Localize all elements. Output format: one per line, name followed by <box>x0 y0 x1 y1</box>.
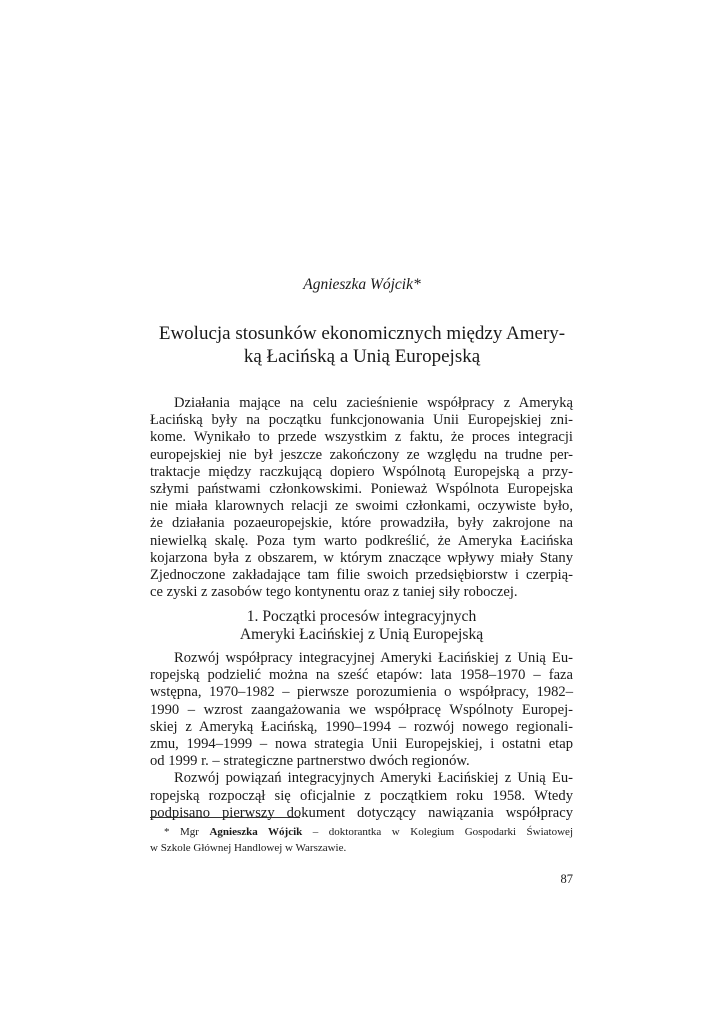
footnote-line: w Szkole Głównej Handlowej w Warszawie. <box>150 841 347 854</box>
text-line: podpisano pierwszy dokument dotyczący nawiązania współpracy <box>150 804 573 821</box>
text-line: ce zyski z zasobów tego kontynentu oraz z taniej siły roboczej. <box>150 584 518 601</box>
text-line: europejskiej nie był jeszcze zakończony ze względu na trudne per- <box>150 446 573 463</box>
text-line: traktacje między raczkującą dopiero Wspólnotą Europejską a przy- <box>150 463 573 480</box>
text-line: zmu, 1994–1999 – nowa strategia Unii Europejskiej, i ostatni etap <box>150 735 573 752</box>
heading-line: 1. Początki procesów integracyjnych <box>246 608 477 625</box>
footnote <box>150 825 573 856</box>
text-line: Łacińską były na początku funkcjonowania Unii Europejskiej zni- <box>150 412 573 429</box>
text-line: ropejską podzielić można na sześć etapów: lata 1958–1970 – faza <box>150 667 573 684</box>
text-line: ropejską rozpoczął się oficjalnie z początkiem roku 1958. Wtedy <box>150 787 573 804</box>
author-name: Agnieszka Wójcik* <box>303 276 421 293</box>
heading-line: Ameryki Łacińskiej z Unią Europejską <box>239 626 484 643</box>
text-line: szłymi państwami członkowskimi. Ponieważ Wspólnota Europejska <box>150 480 573 497</box>
footnote-text: – doktorantka w Kolegium Gospodarki Światowej <box>312 826 574 838</box>
text-line: 1990 – wzrost zaangażowania we współpracę Wspólnoty Europej- <box>150 701 573 718</box>
intro-paragraph <box>150 395 573 601</box>
text-line: wstępna, 1970–1982 – pierwsze porozumienia o współpracy, 1982– <box>150 684 573 701</box>
footnote-line <box>150 825 573 841</box>
text-line: że działania pozaeuropejskie, które prowadziła, były zakrojone na <box>150 515 573 532</box>
page-number: 87 <box>560 872 573 886</box>
body-paragraphs <box>150 650 573 822</box>
text-line: nie miała klarownych relacji ze swoimi członkami, oczywiste było, <box>150 498 573 515</box>
text-line: Rozwój współpracy integracyjnej Ameryki Łacińskiej z Unią Eu- <box>174 650 573 666</box>
text-line: Działania mające na celu zacieśnienie współpracy z Ameryką <box>174 395 573 411</box>
section-heading <box>150 608 573 644</box>
text-line: skiej z Ameryką Łacińską, 1990–1994 – rozwój nowego regionali- <box>150 718 573 735</box>
text-line: kome. Wynikało to przede wszystkim z faktu, że proces integracji <box>150 429 573 446</box>
article-title <box>130 322 594 368</box>
footnote-divider <box>150 817 300 818</box>
footnote-author-name: Agnieszka Wójcik <box>209 826 303 838</box>
text-line: Rozwój powiązań integracyjnych Ameryki Łacińskiej z Unią Eu- <box>174 770 573 787</box>
text-line: kojarzona była z obszarem, w którym znaczące wpływy miały Stany <box>150 549 573 566</box>
text-line: niewielką skalę. Poza tym warto podkreślić, że Ameryka Łacińska <box>150 532 573 549</box>
title-line: ką Łacińską a Unią Europejską <box>243 346 481 367</box>
footnote-marker: * Mgr <box>164 826 199 838</box>
text-line: Zjednoczone zakładające tam filie swoich przedsiębiorstw i czerpią- <box>150 566 573 583</box>
title-line: Ewolucja stosunków ekonomicznych między Amery- <box>158 323 566 344</box>
text-line: od 1999 r. – strategiczne partnerstwo dwóch regionów. <box>150 753 470 770</box>
